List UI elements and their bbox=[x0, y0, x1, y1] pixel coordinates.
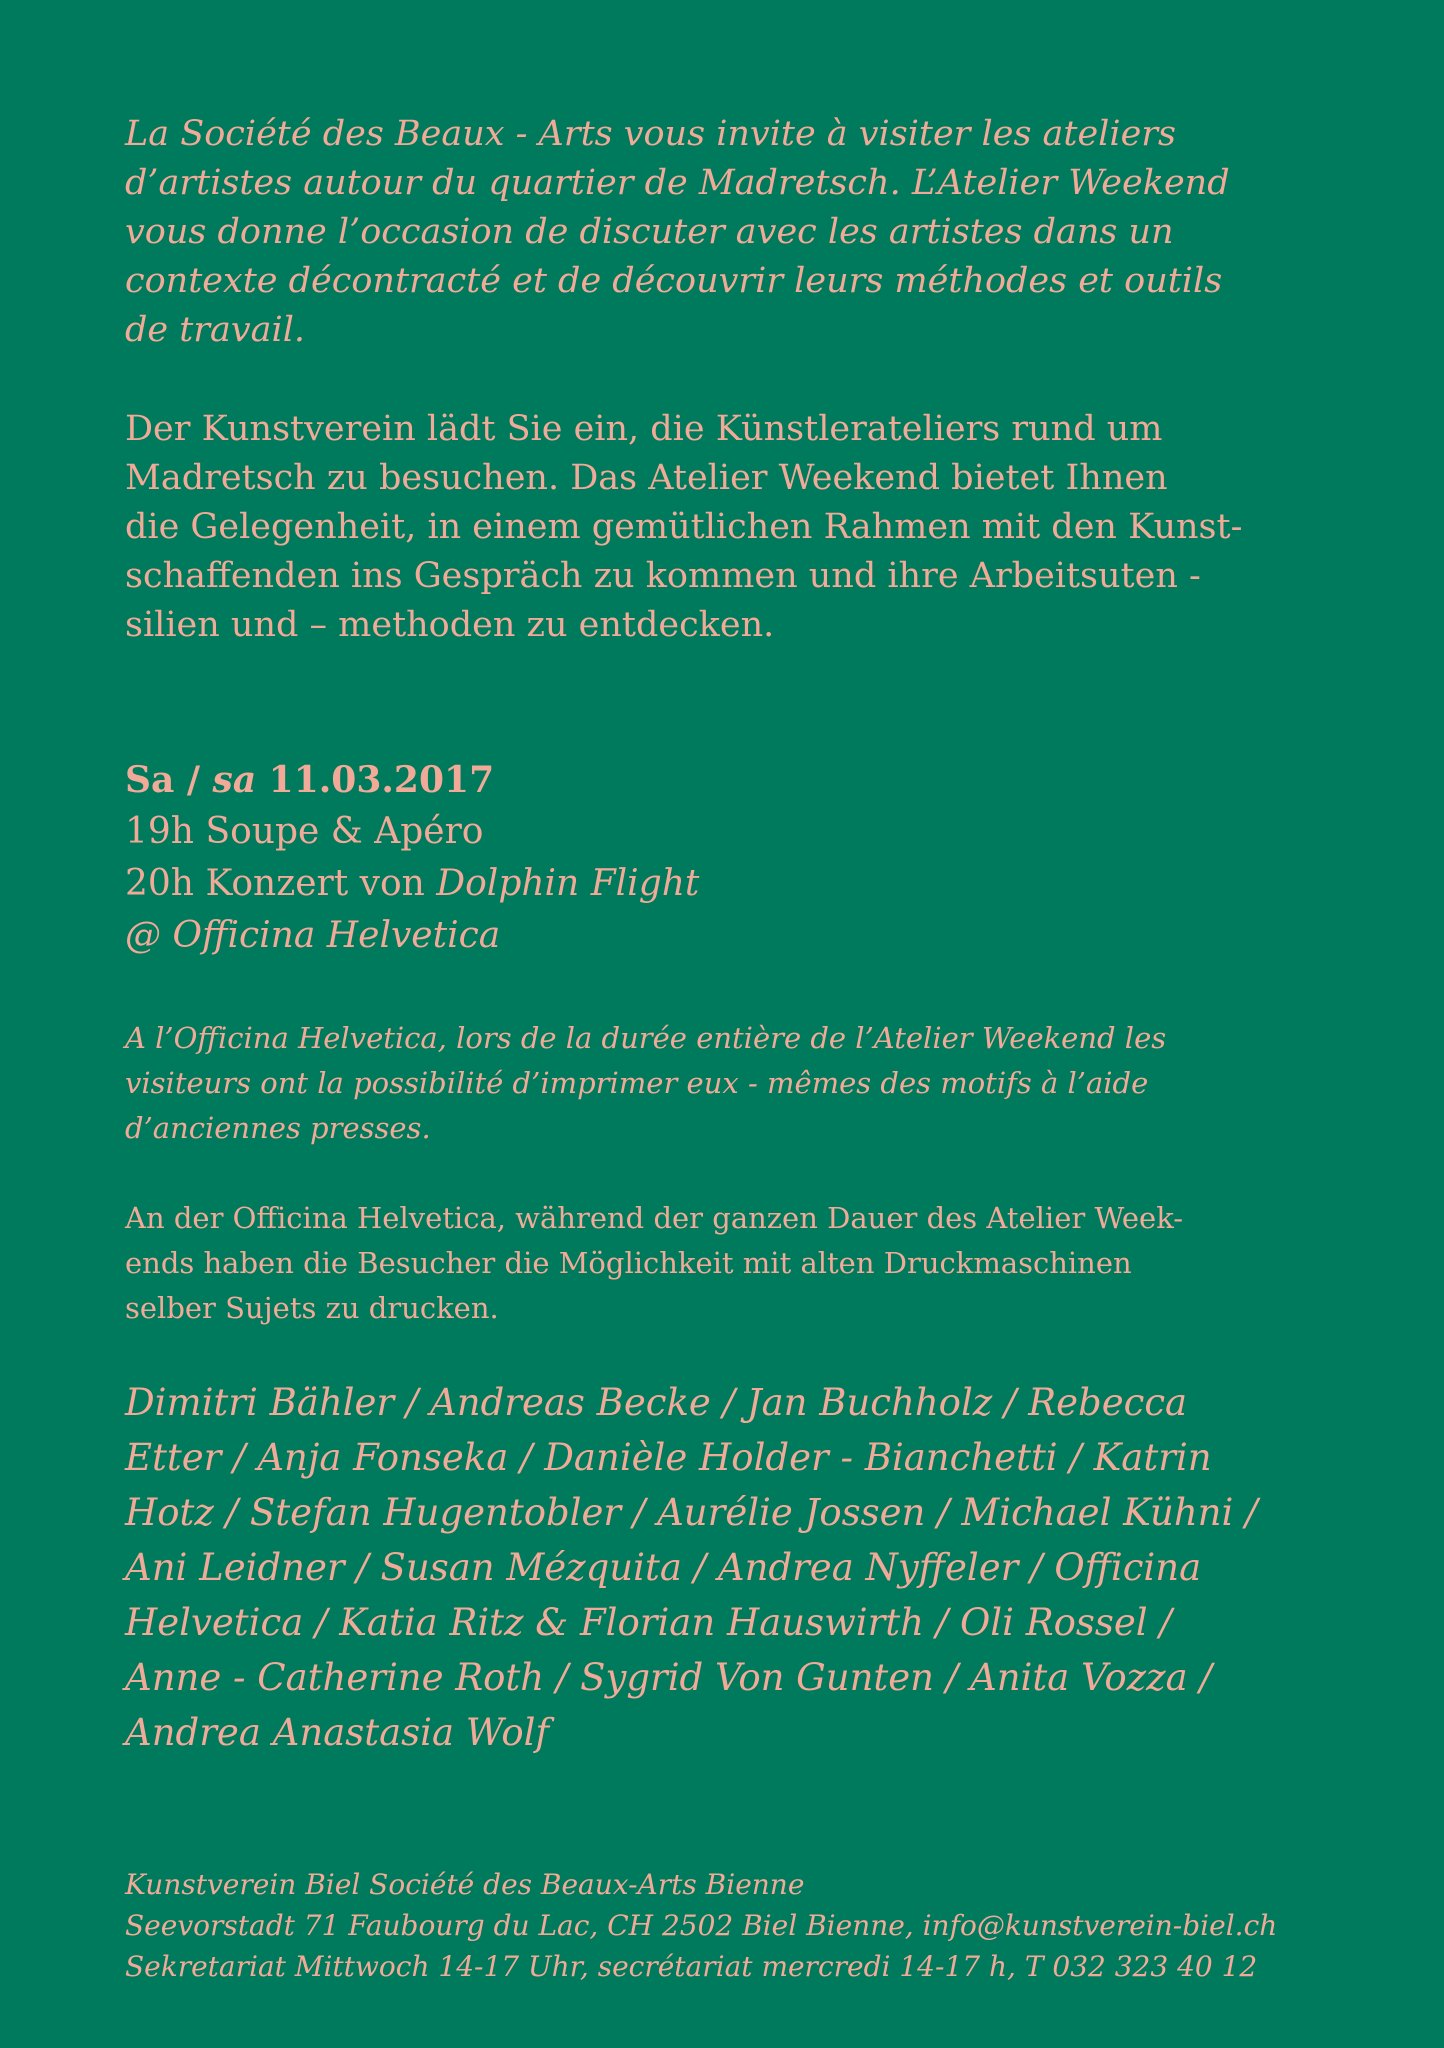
print-fr-line: visiteurs ont la possibilité d’imprimer eux - mêmes des motifs à l’aide bbox=[125, 1066, 1149, 1100]
intro-de-line: silien und – methoden zu entdecken. bbox=[125, 605, 775, 645]
intro-fr-line: de travail. bbox=[125, 310, 306, 350]
print-de-line: An der Officina Helvetica, während der ganzen Dauer des Atelier Week- bbox=[125, 1201, 1184, 1235]
event-day-de: Sa / bbox=[125, 759, 213, 801]
intro-paragraph-fr bbox=[125, 110, 1325, 355]
event-block bbox=[125, 754, 1325, 962]
event-venue: @ Officina Helvetica bbox=[125, 915, 501, 956]
footer-contact bbox=[125, 1864, 1325, 1987]
artist-line: Anne - Catherine Roth / Sygrid Von Gunten / Anita Vozza / bbox=[125, 1656, 1212, 1699]
print-paragraph-de bbox=[125, 1196, 1325, 1331]
artist-line: Ani Leidner / Susan Mézquita / Andrea Nyffeler / Officina bbox=[125, 1546, 1202, 1589]
event-date bbox=[125, 754, 1325, 806]
event-day-fr: sa bbox=[212, 759, 257, 801]
intro-fr-line: contexte décontracté et de découvrir leurs méthodes et outils bbox=[125, 261, 1223, 301]
print-paragraph-fr bbox=[125, 1016, 1325, 1151]
intro-fr-line: vous donne l’occasion de discuter avec les artistes dans un bbox=[125, 212, 1174, 252]
event-konzert bbox=[125, 858, 1325, 910]
intro-fr-line: La Société des Beaux - Arts vous invite à visiter les ateliers bbox=[125, 114, 1176, 154]
flyer-page bbox=[125, 110, 1325, 1987]
artist-line: Hotz / Stefan Hugentobler / Aurélie Jossen / Michael Kühni / bbox=[125, 1491, 1258, 1534]
artist-line: Dimitri Bähler / Andreas Becke / Jan Buchholz / Rebecca bbox=[125, 1381, 1188, 1424]
intro-de-line: die Gelegenheit, in einem gemütlichen Rahmen mit den Kunst- bbox=[125, 507, 1243, 547]
konzert-prefix: 20h Konzert von bbox=[125, 863, 437, 904]
artist-line: Etter / Anja Fonseka / Danièle Holder - Bianchetti / Katrin bbox=[125, 1436, 1212, 1479]
print-fr-line: d’anciennes presses. bbox=[125, 1111, 431, 1145]
print-fr-line: A l’Officina Helvetica, lors de la durée entière de l’Atelier Weekend les bbox=[125, 1021, 1167, 1055]
intro-fr-line: d’artistes autour du quartier de Madretsch. L’Atelier Weekend bbox=[125, 163, 1230, 203]
intro-paragraph-de bbox=[125, 405, 1325, 650]
print-de-line: selber Sujets zu drucken. bbox=[125, 1291, 499, 1325]
footer-address: Seevorstadt 71 Faubourg du Lac, CH 2502 Biel Bienne, info@kunstverein-biel.ch bbox=[125, 1909, 1278, 1942]
konzert-band: Dolphin Flight bbox=[436, 863, 700, 904]
footer-hours: Sekretariat Mittwoch 14-17 Uhr, secrétariat mercredi 14-17 h, T 032 323 40 12 bbox=[125, 1950, 1258, 1983]
event-soupe: 19h Soupe & Apéro bbox=[125, 811, 484, 852]
artist-line: Andrea Anastasia Wolf bbox=[125, 1711, 550, 1754]
intro-de-line: schaffenden ins Gespräch zu kommen und ihre Arbeitsuten - bbox=[125, 556, 1201, 596]
print-de-line: ends haben die Besucher die Möglichkeit mit alten Druckmaschinen bbox=[125, 1246, 1132, 1280]
event-date-value: 11.03.2017 bbox=[256, 759, 495, 801]
artist-list bbox=[125, 1375, 1325, 1760]
intro-de-line: Madretsch zu besuchen. Das Atelier Weekend bietet Ihnen bbox=[125, 458, 1168, 498]
intro-de-line: Der Kunstverein lädt Sie ein, die Künstlerateliers rund um bbox=[125, 409, 1163, 449]
artist-line: Helvetica / Katia Ritz & Florian Hauswirth / Oli Rossel / bbox=[125, 1601, 1172, 1644]
footer-org-name: Kunstverein Biel Société des Beaux-Arts Bienne bbox=[125, 1868, 805, 1901]
